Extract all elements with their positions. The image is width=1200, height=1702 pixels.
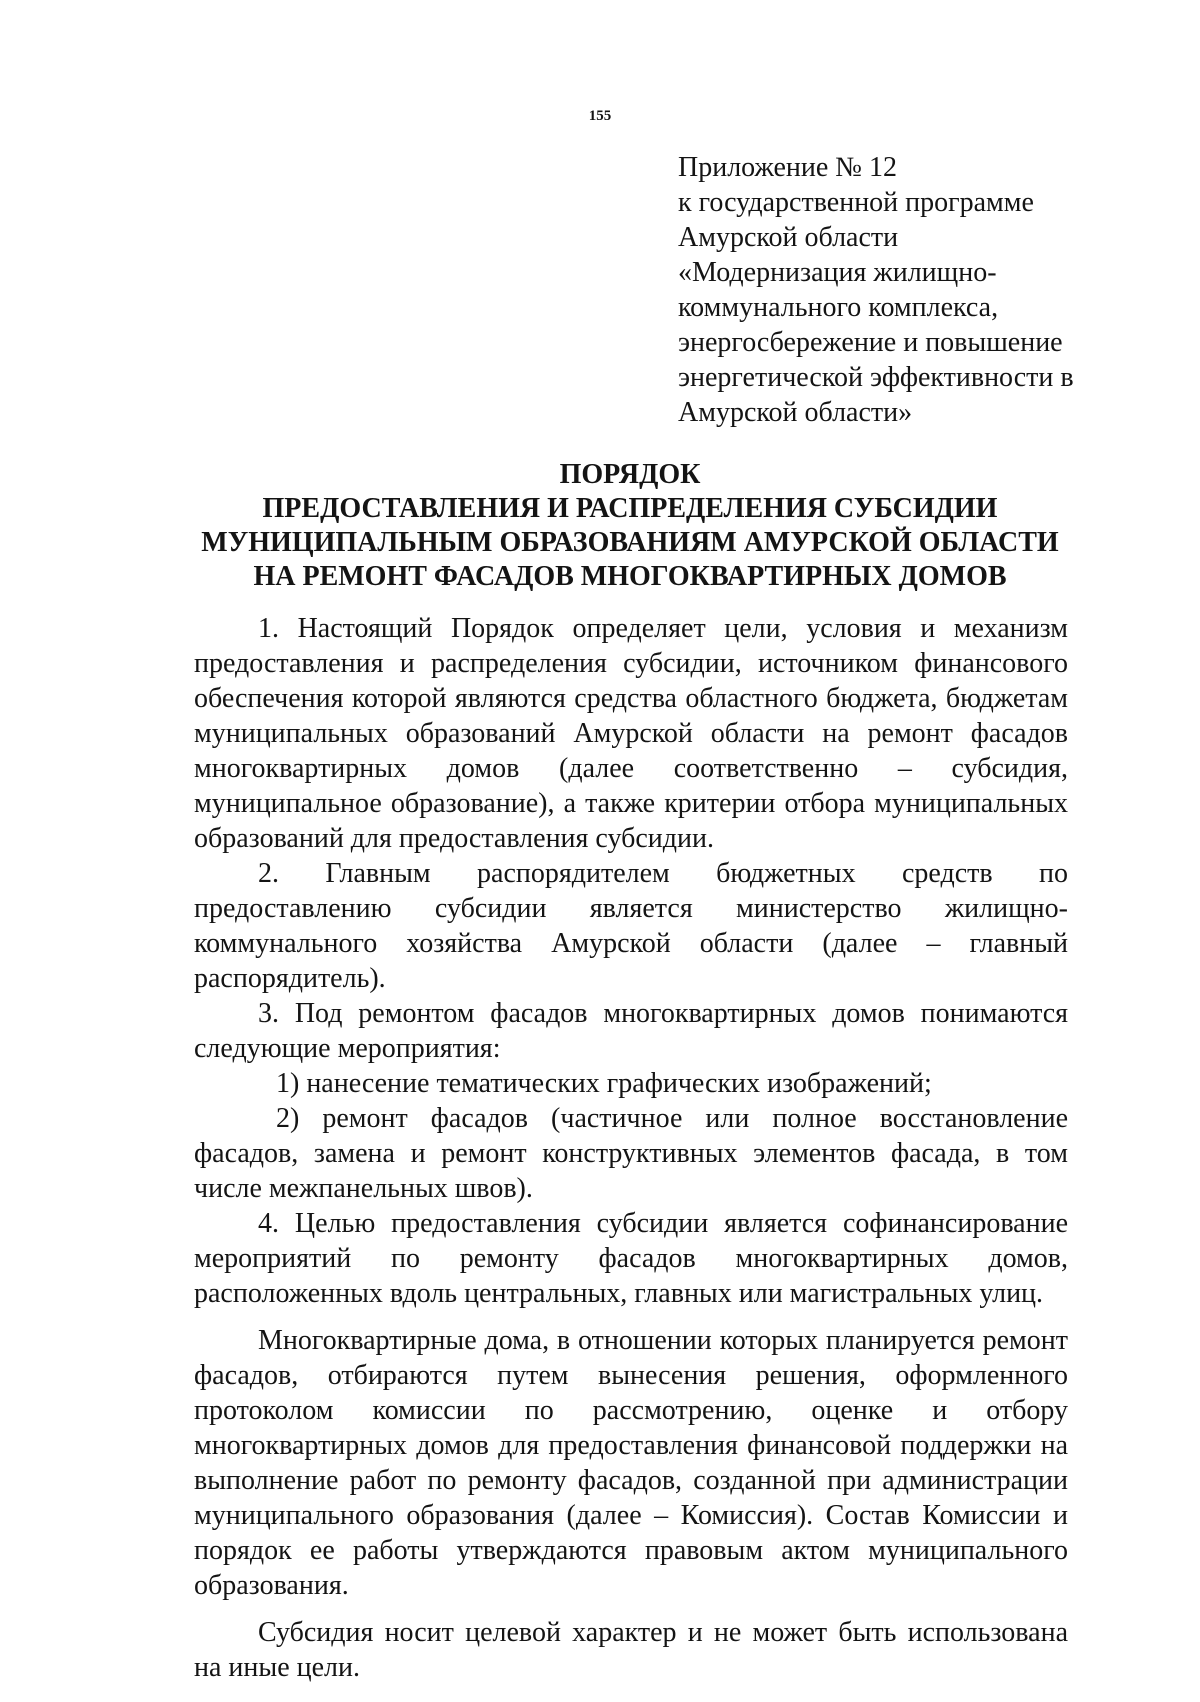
appendix-line: энергетической эффективности в	[678, 362, 1074, 393]
appendix-line: Амурской области	[678, 222, 899, 253]
paragraph-1: 1. Настоящий Порядок определяет цели, условия и механизм предоставления и распределения субсидии, источником финансового обеспечения которой являются средства областного бюджета, бюджетам муниципальных образований Амурской области на ремонт фасадов многоквартирных домов (далее соответственно – субсидия, муниципальное образование), а также критерии отбора муниципальных образований для предоставления субсидии.	[194, 613, 1068, 854]
paragraph-3: 3. Под ремонтом фасадов многоквартирных домов понимаются следующие мероприятия:	[194, 998, 1068, 1064]
title-line: НА РЕМОНТ ФАСАДОВ МНОГОКВАРТИРНЫХ ДОМОВ	[253, 561, 1007, 592]
title-line: МУНИЦИПАЛЬНЫМ ОБРАЗОВАНИЯМ АМУРСКОЙ ОБЛАСТИ	[201, 527, 1059, 558]
list-item-2: 2) ремонт фасадов (частичное или полное восстановление фасадов, замена и ремонт конструктивных элементов фасада, в том числе межпанельных швов).	[194, 1103, 1068, 1204]
appendix-line: Приложение № 12	[678, 152, 897, 183]
page-number: 155	[588, 108, 612, 124]
appendix-line: к государственной программе	[678, 187, 1034, 218]
title-line: ПОРЯДОК	[559, 459, 701, 490]
document-body	[194, 611, 1068, 1685]
paragraph-4: 4. Целью предоставления субсидии является софинансирование мероприятий по ремонту фасадов многоквартирных домов, расположенных вдоль центральных, главных или магистральных улиц.	[194, 1208, 1068, 1309]
list-item-1: 1) нанесение тематических графических изображений;	[276, 1068, 932, 1099]
appendix-line: энергосбережение и повышение	[678, 327, 1063, 358]
paragraph-2: 2. Главным распорядителем бюджетных средств по предоставлению субсидии является министерство жилищно-коммунального хозяйства Амурской области (далее – главный распорядитель).	[194, 858, 1068, 994]
paragraph-5: Многоквартирные дома, в отношении которых планируется ремонт фасадов, отбираются путем вынесения решения, оформленного протоколом комиссии по рассмотрению, оценке и отбору многоквартирных домов для предоставления финансовой поддержки на выполнение работ по ремонту фасадов, созданной при администрации муниципального образования (далее – Комиссия). Состав Комиссии и порядок ее работы утверждаются правовым актом муниципального образования.	[194, 1325, 1068, 1601]
document-title	[150, 458, 1110, 594]
appendix-line: «Модернизация жилищно-	[678, 257, 997, 288]
paragraph-6: Субсидия носит целевой характер и не может быть использована на иные цели.	[194, 1617, 1068, 1683]
appendix-header	[678, 150, 1138, 430]
appendix-line: Амурской области»	[678, 397, 913, 428]
appendix-line: коммунального комплекса,	[678, 292, 999, 323]
title-line: ПРЕДОСТАВЛЕНИЯ И РАСПРЕДЕЛЕНИЯ СУБСИДИИ	[262, 493, 998, 524]
